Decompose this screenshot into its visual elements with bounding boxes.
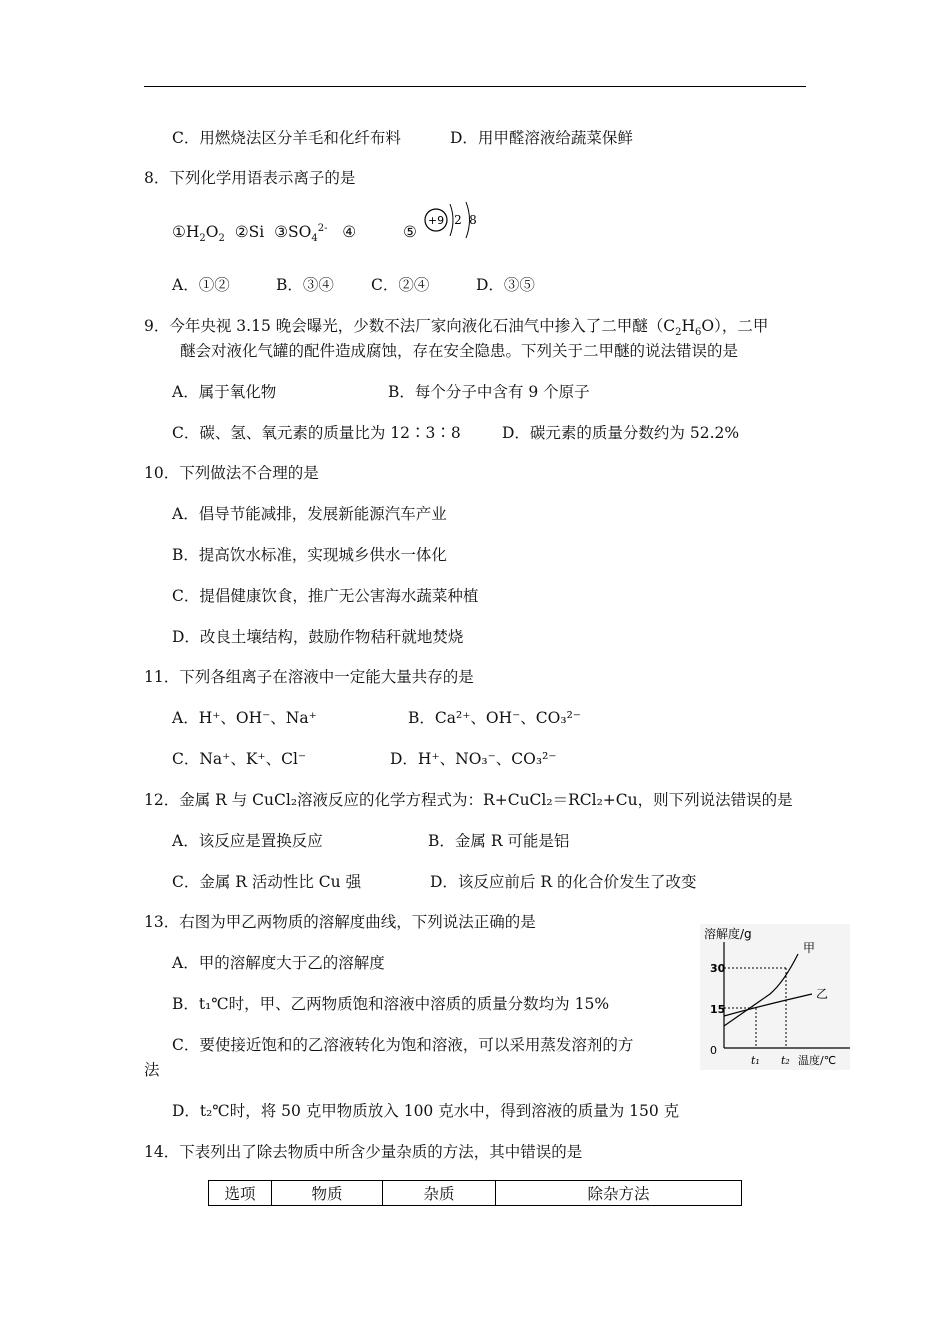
q11-option-d: D．H⁺、NO₃⁻、CO₃²⁻ (390, 750, 557, 768)
header-option: 选项 (209, 1181, 272, 1206)
q14-stem: 14．下表列出了除去物质中所含少量杂质的方法，其中错误的是 (144, 1143, 583, 1161)
x-tick-t1: t₁ (751, 1054, 760, 1067)
q12-option-d: D．该反应前后 R 的化合价发生了改变 (430, 873, 697, 891)
shell1-label: 2 (454, 213, 462, 227)
q8-option-d: D．③⑤ (476, 276, 535, 294)
q9-stem-line1: 9．今年央视 3.15 晚会曝光，少数不法厂家向液化石油气中掺入了二甲醚$(C_2H_6O)$，二甲 (144, 317, 769, 339)
q9-option-c: C．碳、氢、氧元素的质量比为 12∶3∶8 (172, 424, 461, 442)
q13-option-c-cont: 法 (144, 1061, 160, 1079)
q9-stem-line2: 醚会对液化气罐的配件造成腐蚀，存在安全隐患。下列关于二甲醚的说法错误的是 (180, 342, 739, 360)
q12-option-b: B．金属 R 可能是铝 (428, 832, 570, 850)
q11-option-b: B．Ca²⁺、OH⁻、CO₃²⁻ (408, 709, 581, 727)
atom-structure-diagram (420, 198, 490, 248)
q11-stem: 11．下列各组离子在溶液中一定能大量共存的是 (144, 668, 474, 686)
q8-items: $①H_2O_2$ ②Si $③SO_4^{2-}$ ④ (172, 222, 357, 245)
header-method: 除杂方法 (496, 1181, 742, 1206)
shell2-label: 8 (469, 213, 477, 227)
q13-option-c: C．要使接近饱和的乙溶液转化为饱和溶液，可以采用蒸发溶剂的方 (172, 1036, 634, 1054)
q10-option-c: C．提倡健康饮食，推广无公害海水蔬菜种植 (172, 587, 479, 605)
origin-label: 0 (710, 1044, 717, 1057)
q12-option-c: C．金属 R 活动性比 Cu 强 (172, 873, 362, 891)
q13-option-d: D．t₂℃时，将 50 克甲物质放入 100 克水中，得到溶液的质量为 150 克 (172, 1102, 680, 1120)
q9-option-d: D．碳元素的质量分数约为 52.2% (502, 424, 740, 442)
x-tick-t2: t₂ (781, 1054, 790, 1067)
q8-stem: 8．下列化学用语表示离子的是 (144, 169, 356, 187)
q7-option-c: C．用燃烧法区分羊毛和化纤布料 (172, 129, 401, 147)
solubility-curve-graph (700, 920, 850, 1070)
q9-option-b: B．每个分子中含有 9 个原子 (388, 383, 590, 401)
header-impurity: 杂质 (383, 1181, 496, 1206)
q7-option-d: D．用甲醛溶液给蔬菜保鲜 (450, 129, 633, 147)
q10-option-a: A．倡导节能减排，发展新能源汽车产业 (172, 505, 447, 523)
q8-option-c: C．②④ (371, 276, 430, 294)
table-header-row (209, 1181, 742, 1206)
q13-option-b: B．t₁℃时，甲、乙两物质饱和溶液中溶质的质量分数均为 15% (172, 995, 610, 1013)
x-axis-label: 温度/℃ (798, 1054, 837, 1067)
q11-option-c: C．Na⁺、K⁺、Cl⁻ (172, 750, 307, 768)
header-substance: 物质 (272, 1181, 383, 1206)
q12-stem: 12．金属 R 与 CuCl₂溶液反应的化学方程式为：R+CuCl₂＝RCl₂+Cu，则下列说法错误的是 (144, 791, 793, 809)
q11-option-a: A．H⁺、OH⁻、Na⁺ (172, 709, 317, 727)
q14-table (208, 1180, 742, 1206)
q8-option-b: B．③④ (276, 276, 334, 294)
q13-stem: 13．右图为甲乙两物质的溶解度曲线，下列说法正确的是 (144, 913, 536, 931)
label-jia: 甲 (803, 941, 816, 955)
y-tick-30: 30 (710, 962, 726, 975)
q9-option-a: A．属于氧化物 (172, 383, 277, 401)
q8-item5: ⑤ (403, 223, 417, 241)
y-tick-15: 15 (710, 1003, 726, 1016)
q12-option-a: A．该反应是置换反应 (172, 832, 323, 850)
label-yi: 乙 (816, 987, 829, 1001)
nucleus-label: +9 (427, 214, 445, 227)
q10-option-b: B．提高饮水标准，实现城乡供水一体化 (172, 546, 447, 564)
y-axis-label: 溶解度/g (704, 927, 752, 941)
q8-option-a: A．①② (172, 276, 230, 294)
header-rule (144, 86, 806, 87)
q10-option-d: D．改良土壤结构，鼓励作物秸秆就地焚烧 (172, 628, 464, 646)
q10-stem: 10．下列做法不合理的是 (144, 464, 319, 482)
q13-option-a: A．甲的溶解度大于乙的溶解度 (172, 954, 385, 972)
